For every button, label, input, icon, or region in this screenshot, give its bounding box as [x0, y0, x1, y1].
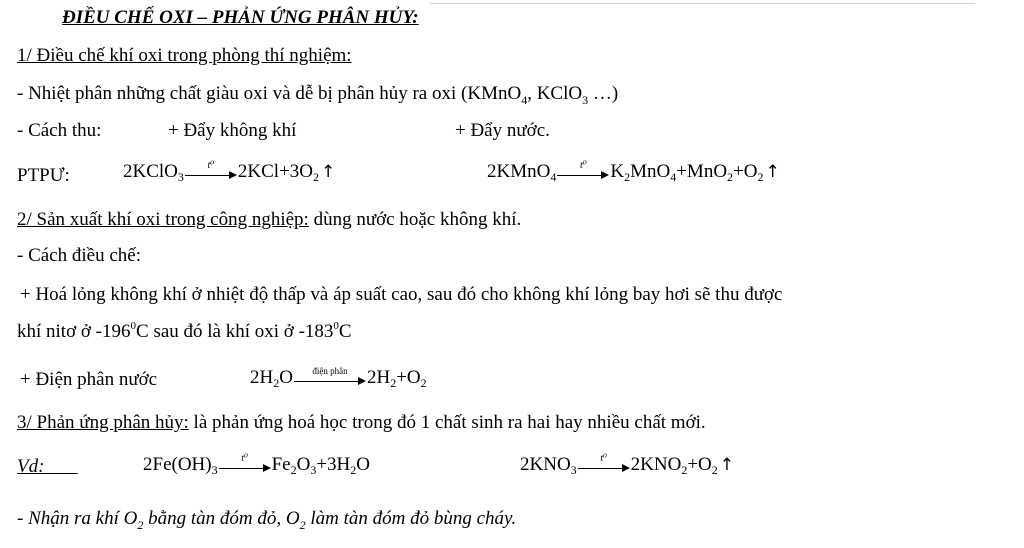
text: khí nitơ ở -196 [17, 321, 131, 342]
arrow-condition: t⁰ [241, 453, 248, 464]
subscript: 2 [313, 170, 320, 184]
product: 2H [366, 367, 391, 388]
ptpu-label: PTPƯ: [17, 165, 70, 186]
product: Fe [271, 454, 291, 475]
electrolysis-label: + Điện phân nước [20, 369, 158, 390]
section1-heading: 1/ Điều chế khí oxi trong phòng thí nghiệm: [17, 45, 352, 66]
text: , KClO [527, 83, 583, 104]
superscript: 0 [130, 320, 137, 332]
product: 2KNO [630, 454, 682, 475]
section2-line [17, 209, 521, 231]
text: …) [588, 83, 619, 104]
collect-air: + Đẩy không khí [168, 120, 297, 141]
product: K [610, 161, 625, 182]
text: làm tàn đóm đỏ bùng cháy. [305, 508, 517, 529]
subscript: 2 [420, 376, 427, 390]
subscript: 3 [582, 93, 589, 107]
product: O [356, 454, 371, 475]
subscript: 3 [211, 463, 218, 477]
page-title: ĐIỀU CHẾ OXI – PHẢN ỨNG PHÂN HỦY: [62, 7, 419, 28]
subscript: 3 [177, 170, 184, 184]
collect-water: + Đẩy nước. [455, 120, 550, 141]
gas-arrow-icon: ↑ [765, 162, 780, 182]
subscript: 2 [350, 463, 357, 477]
subscript: 2 [273, 376, 280, 390]
section2-heading-rest: dùng nước hoặc không khí. [308, 209, 522, 230]
reactant: 2Fe(OH) [143, 454, 212, 475]
reaction-arrow-icon [185, 161, 237, 183]
reactant: 2KClO [123, 161, 178, 182]
text: bằng tàn đóm đỏ, O [143, 508, 300, 529]
reactant: 2H [250, 367, 274, 388]
equation-electrolysis [250, 367, 427, 389]
section3-heading-rest: là phản ứng hoá học trong đó 1 chất sinh ra hai hay nhiều chất mới. [188, 412, 706, 433]
reaction-arrow-icon [578, 454, 630, 476]
arrow-condition: t⁰ [207, 160, 215, 171]
subscript: 2 [727, 170, 734, 184]
superscript: 0 [333, 320, 339, 332]
reactant: 2KMnO [487, 161, 551, 182]
subscript: 3 [310, 463, 317, 477]
arrow-condition: điện phân [312, 366, 348, 376]
liquefy-line1: + Hoá lỏng không khí ở nhiệt độ thấp và áp suất cao, sau đó cho không khí lỏng bay hơi sẽ thu được [20, 284, 783, 305]
text: - Nhiệt phân những chất giàu oxi và dễ bị phân hủy ra oxi (KMnO [17, 83, 522, 104]
section3-heading: 3/ Phản ứng phân hủy: [17, 412, 189, 433]
reaction-arrow-icon [219, 454, 271, 476]
oxygen-test-note [17, 508, 516, 531]
product: +3H [316, 454, 351, 475]
subscript: 4 [521, 93, 528, 107]
gas-arrow-icon: ↑ [719, 455, 735, 475]
subscript: 2 [299, 518, 306, 532]
subscript: 2 [757, 170, 764, 184]
liquefy-line2 [17, 321, 352, 345]
arrow-condition: t⁰ [579, 160, 587, 171]
reactant: O [279, 367, 293, 388]
subscript: 2 [681, 463, 688, 477]
equation-kno3 [520, 454, 734, 476]
subscript: 2 [624, 170, 631, 184]
text: C [338, 321, 352, 342]
reaction-arrow-icon [294, 367, 366, 389]
arrow-condition: t⁰ [600, 453, 608, 464]
product: O [296, 454, 311, 475]
subscript: 2 [711, 463, 718, 477]
subscript: 2 [137, 518, 144, 532]
product: +O [733, 161, 758, 182]
product: +O [687, 454, 712, 475]
product: +O [396, 367, 421, 388]
section1-line1 [17, 83, 618, 106]
reactant: 2KNO [520, 454, 571, 475]
gas-arrow-icon: ↑ [321, 162, 336, 182]
example-label [17, 456, 78, 478]
subscript: 4 [670, 170, 677, 184]
reaction-arrow-icon [557, 161, 609, 183]
equation-kmno4 [487, 161, 780, 183]
equation-feoh3 [143, 454, 370, 476]
method-label: - Cách điều chế: [17, 245, 141, 266]
section3-line [17, 412, 706, 434]
subscript: 2 [290, 463, 297, 477]
collect-label: - Cách thu: [17, 120, 102, 141]
product: 2KCl+3O [237, 161, 314, 182]
product: MnO [630, 161, 671, 182]
product: +MnO [676, 161, 728, 182]
top-rule [430, 3, 975, 4]
vd-text: Vd: [17, 456, 45, 477]
subscript: 2 [390, 376, 397, 390]
equation-kclo3 [123, 161, 335, 183]
subscript: 3 [570, 463, 577, 477]
text: C sau đó là khí oxi ở -183 [136, 321, 334, 342]
section2-heading: 2/ Sản xuất khí oxi trong công nghiệp: [17, 209, 309, 230]
text: - Nhận ra khí O [17, 508, 138, 529]
subscript: 4 [550, 170, 557, 184]
